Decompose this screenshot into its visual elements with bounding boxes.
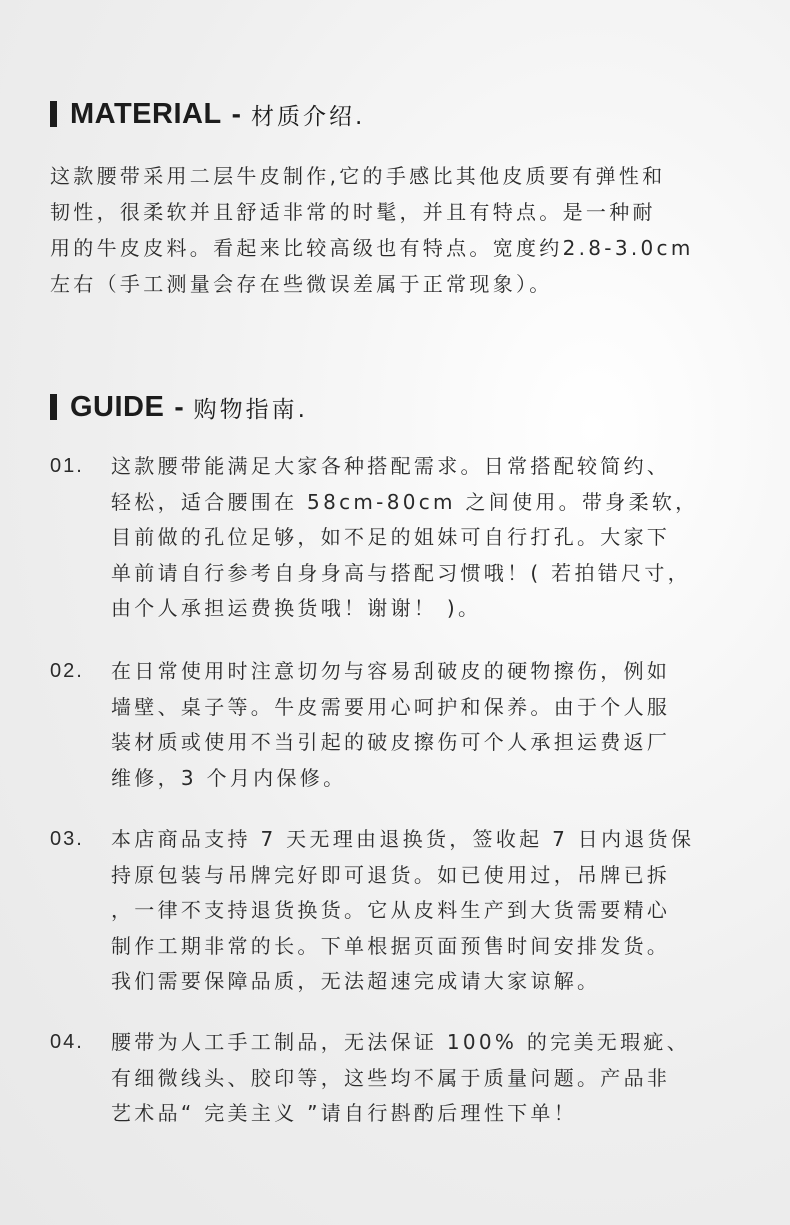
guide-heading — [50, 390, 308, 424]
heading-bar-marker — [50, 101, 57, 127]
guide-line: 持原包装与吊牌完好即可退货。如已使用过，吊牌已拆 — [111, 862, 671, 887]
guide-line: 由个人承担运费换货哦！谢谢！ )。 — [111, 596, 482, 620]
guide-title-cn: 购物指南. — [193, 396, 308, 423]
material-heading — [50, 97, 365, 131]
guide-item-text — [111, 654, 751, 796]
guide-line: 单前请自行参考自身身高与搭配习惯哦！( 若拍错尺寸， — [111, 560, 691, 585]
guide-line: 维修，3 个月内保修。 — [111, 765, 347, 790]
guide-item-number: 01. — [50, 455, 84, 477]
guide-item-number: 02. — [50, 660, 84, 682]
material-title-separator: - — [231, 98, 241, 129]
guide-line: 轻松，适合腰围在 58cm-80cm 之间使用。带身柔软， — [111, 489, 699, 514]
material-line: 韧性，很柔软并且舒适非常的时髦，并且有特点。是一种耐 — [50, 200, 656, 224]
guide-item-text — [111, 822, 751, 1000]
guide-item-number: 04. — [50, 1031, 84, 1053]
material-description — [50, 158, 750, 302]
material-title-cn: 材质介绍. — [251, 103, 366, 130]
guide-line: ，一律不支持退货换货。它从皮料生产到大货需要精心 — [111, 898, 671, 922]
guide-item-text — [111, 1025, 751, 1132]
material-line: 左右（手工测量会存在些微误差属于正常现象）。 — [50, 272, 553, 296]
guide-item-number: 03. — [50, 828, 84, 850]
guide-line: 墙壁、桌子等。牛皮需要用心呵护和保养。由于个人服 — [111, 694, 671, 719]
guide-line: 制作工期非常的长。下单根据页面预售时间安排发货。 — [111, 933, 671, 958]
guide-line: 腰带为人工手工制品，无法保证 100% 的完美无瑕疵、 — [111, 1030, 690, 1054]
guide-line: 艺术品“ 完美主义 ”请自行斟酌后理性下单！ — [111, 1101, 578, 1125]
guide-line: 目前做的孔位足够，如不足的姐妹可自行打孔。大家下 — [111, 525, 671, 549]
guide-line: 有细微线头、胶印等，这些均不属于质量问题。产品非 — [111, 1065, 671, 1090]
material-title-en: MATERIAL — [70, 97, 222, 130]
guide-line: 本店商品支持 7 天无理由退换货，签收起 7 日内退货保 — [111, 827, 695, 851]
guide-title-separator: - — [174, 391, 184, 422]
guide-line: 这款腰带能满足大家各种搭配需求。日常搭配较简约、 — [111, 454, 671, 478]
guide-item-text — [111, 449, 751, 627]
heading-bar-marker — [50, 394, 57, 420]
guide-line: 在日常使用时注意切勿与容易刮破皮的硬物擦伤，例如 — [111, 659, 671, 683]
material-line: 用的牛皮皮料。看起来比较高级也有特点。宽度约2.8-3.0cm — [50, 236, 694, 260]
guide-line: 装材质或使用不当引起的破皮擦伤可个人承担运费返厂 — [111, 730, 671, 754]
guide-line: 我们需要保障品质，无法超速完成请大家谅解。 — [111, 969, 601, 993]
guide-title-en: GUIDE — [70, 390, 165, 423]
material-line: 这款腰带采用二层牛皮制作,它的手感比其他皮质要有弹性和 — [50, 164, 666, 188]
